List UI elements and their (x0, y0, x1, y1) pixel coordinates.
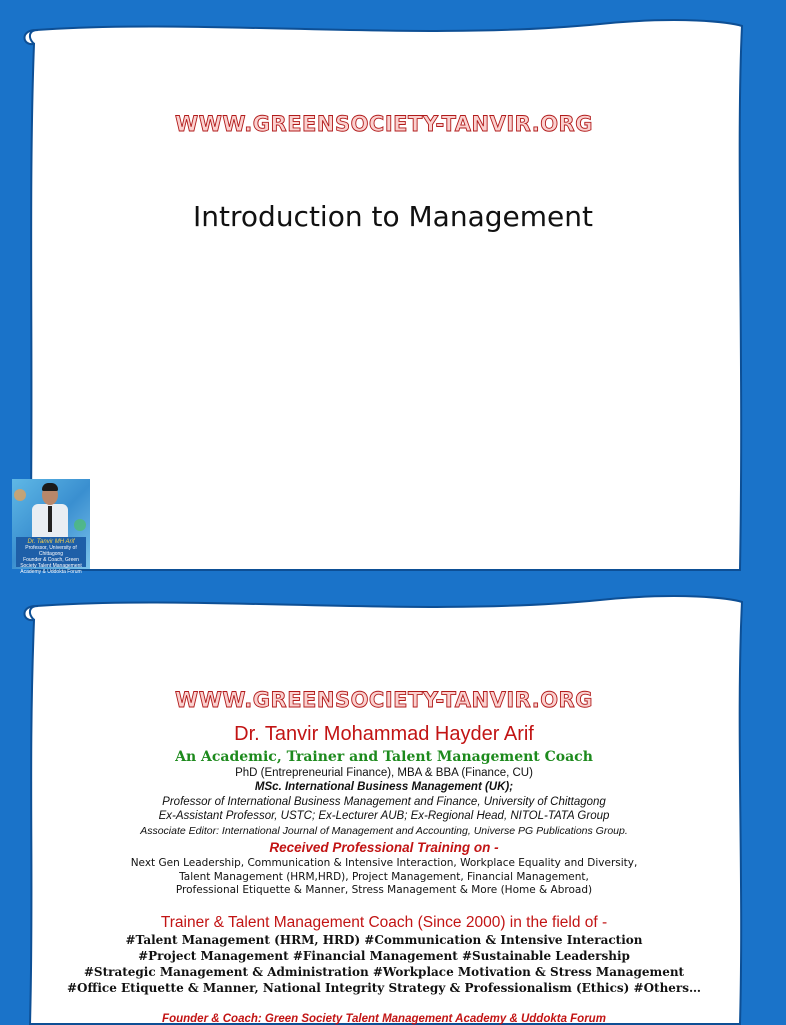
person-hair (42, 483, 58, 491)
hashtag-line: #Office Etiquette & Manner, National Integrity Strategy & Professionalism (Ethics) #Others… (66, 981, 702, 995)
photo-name: Dr. Tanvir MH Arif (27, 539, 75, 545)
slide-title: Introduction to Management (193, 200, 593, 233)
person-tie (48, 506, 52, 532)
ex-roles-text: Ex-Assistant Professor, USTC; Ex-Lecturer AUB; Ex-Regional Head, NITOL-TATA Group (158, 810, 610, 822)
website-title: WWW.GREENSOCIETY-TANVIR.ORG (175, 112, 593, 136)
decor-dot (74, 519, 86, 531)
decor-dot (14, 489, 26, 501)
website-title: WWW.GREENSOCIETY-TANVIR.ORG (175, 688, 593, 712)
photo-caption: Professor, University of Chittagong (25, 545, 77, 557)
training-line: Next Gen Leadership, Communication & Intensive Interaction, Workplace Equality and Diversity, (130, 857, 638, 869)
training-line: Talent Management (HRM,HRD), Project Management, Financial Management, (179, 871, 589, 883)
photo-subcaption: Founder & Coach, Green Society Talent Management Academy & Uddokta Forum (20, 557, 82, 575)
training-line: Professional Etiquette & Manner, Stress Management & More (Home & Abroad) (175, 884, 593, 896)
founder-text: Founder & Coach: Green Society Talent Management Academy & Uddokta Forum (162, 1013, 606, 1025)
presenter-tagline: An Academic, Trainer and Talent Management Coach (175, 749, 593, 765)
photo-banner (16, 537, 86, 575)
presenter-photo (12, 479, 90, 575)
hashtag-line: #Strategic Management & Administration #Workplace Motivation & Stress Management (83, 965, 685, 979)
associate-editor-text: Associate Editor: International Journal of Management and Accounting, Universe PG Publications Group. (140, 825, 628, 837)
degrees-text: PhD (Entrepreneurial Finance), MBA & BBA (Finance, CU) (235, 767, 533, 779)
coach-heading: Trainer & Talent Management Coach (Since 2000) in the field of - (160, 914, 608, 931)
presenter-name: Dr. Tanvir Mohammad Hayder Arif (234, 723, 534, 745)
professor-text: Professor of International Business Management and Finance, University of Chittagong (162, 796, 606, 808)
hashtag-line: #Talent Management (HRM, HRD) #Communication & Intensive Interaction (125, 933, 643, 947)
msc-text: MSc. International Business Management (UK); (254, 781, 514, 793)
slide-2 (0, 576, 768, 1024)
hashtag-line: #Project Management #Financial Management #Sustainable Leadership (138, 949, 630, 963)
training-heading: Received Professional Training on - (269, 840, 499, 855)
